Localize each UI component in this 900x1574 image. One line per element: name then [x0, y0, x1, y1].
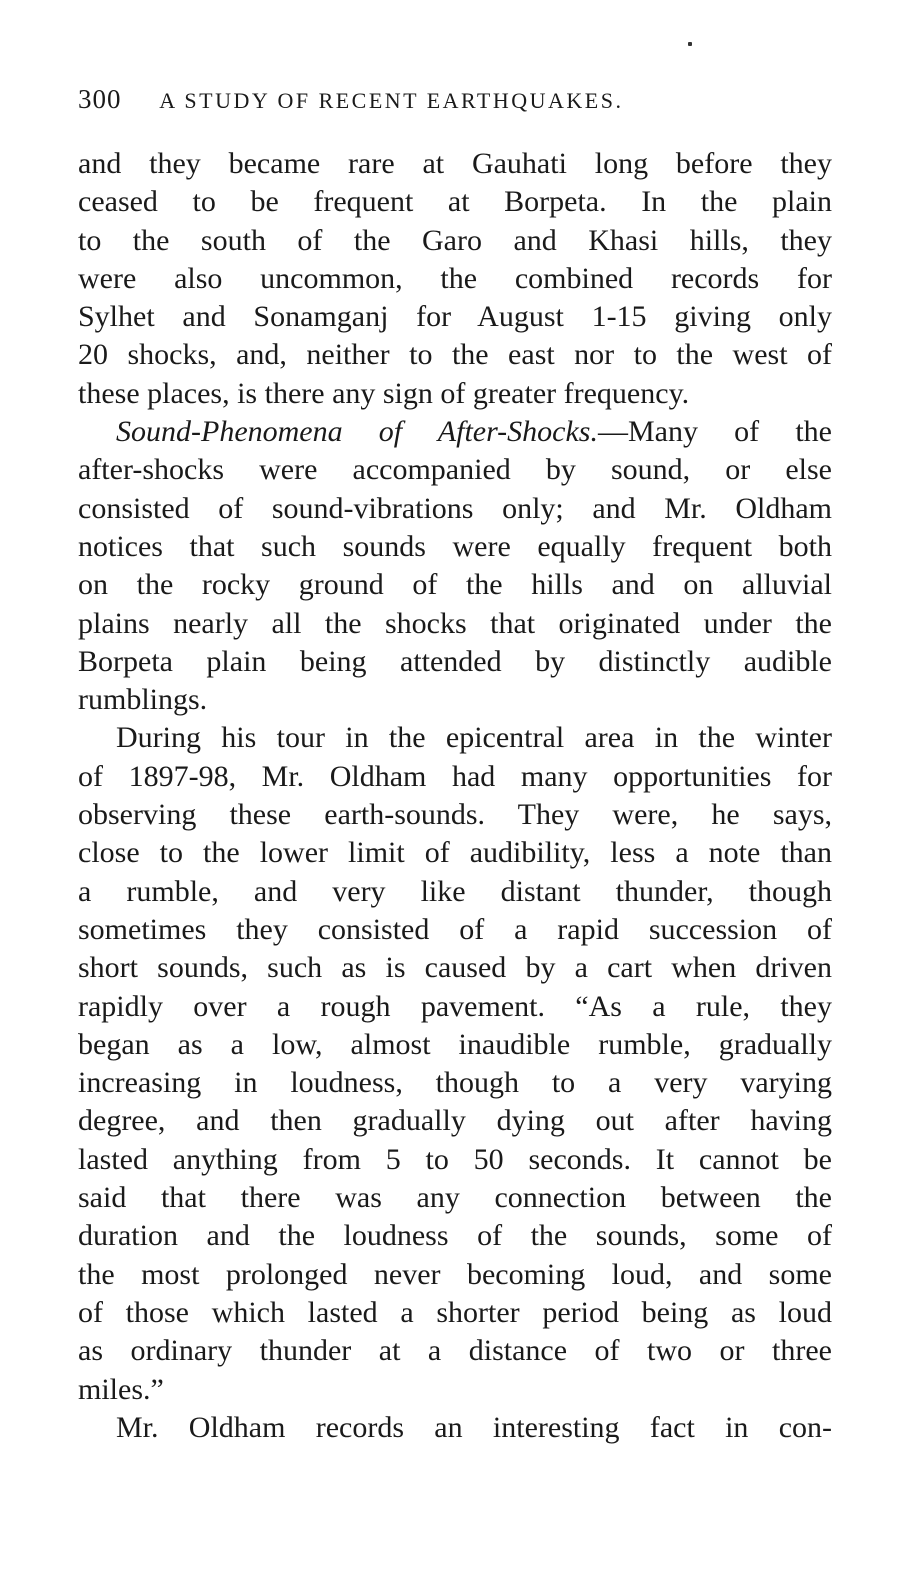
text-line: increasing in loudness, though to a very varying — [78, 1066, 832, 1100]
paragraph-continuation — [78, 145, 832, 413]
text-line: sometimes they consisted of a rapid succession of — [78, 912, 832, 946]
text-line: the most prolonged never becoming loud, and some — [78, 1257, 832, 1291]
text-line: notices that such sounds were equally frequent both — [78, 529, 832, 563]
text-line: Mr. Oldham records an interesting fact in con- — [116, 1410, 832, 1444]
text-line: rumblings. — [78, 683, 208, 717]
body-text — [78, 145, 832, 1447]
text-line: said that there was any connection between the — [78, 1181, 832, 1215]
text-line — [78, 413, 832, 451]
print-speck — [688, 42, 692, 46]
running-header — [78, 84, 838, 115]
running-title: A STUDY OF RECENT EARTHQUAKES. — [159, 88, 624, 113]
text-line: on the rocky ground of the hills and on alluvial — [78, 568, 832, 602]
text-line: to the south of the Garo and Khasi hills, they — [78, 223, 832, 257]
text-line: ceased to be frequent at Borpeta. In the plain — [78, 185, 832, 219]
text-line: a rumble, and very like distant thunder, though — [78, 874, 832, 908]
text-line: after-shocks were accompanied by sound, or else — [78, 453, 832, 487]
text-line: rapidly over a rough pavement. “As a rule, they — [78, 989, 832, 1023]
paragraph-tour — [78, 719, 832, 1408]
text-line: lasted anything from 5 to 50 seconds. It cannot be — [78, 1142, 832, 1176]
text-line: short sounds, such as is caused by a cart when driven — [78, 951, 832, 985]
text-line: Borpeta plain being attended by distinctly audible — [78, 644, 832, 678]
text-line: duration and the loudness of the sounds, some of — [78, 1219, 832, 1253]
text-line: miles.” — [78, 1372, 164, 1406]
text-line: and they became rare at Gauhati long before they — [78, 147, 832, 180]
text-line: Sylhet and Sonamganj for August 1-15 giving only — [78, 300, 832, 334]
text-line: as ordinary thunder at a distance of two or three — [78, 1334, 832, 1368]
text-line: began as a low, almost inaudible rumble, gradually — [78, 1027, 832, 1061]
section-heading: Sound-Phenomena of After-Shocks. — [116, 415, 598, 449]
text-line: 20 shocks, and, neither to the east nor to the west of — [78, 338, 832, 372]
text-line: During his tour in the epicentral area in the winter — [116, 721, 832, 755]
text-line: plains nearly all the shocks that originated under the — [78, 606, 832, 640]
heading-line-rest: —Many of the — [597, 415, 832, 449]
text-line: these places, is there any sign of greater frequency. — [78, 376, 690, 410]
text-line: were also uncommon, the combined records for — [78, 261, 832, 295]
paragraph-sound-phenomena — [78, 413, 832, 719]
paragraph-interesting-fact — [78, 1409, 832, 1447]
text-line: of those which lasted a shorter period being as loud — [78, 1295, 832, 1329]
text-line: degree, and then gradually dying out after having — [78, 1104, 832, 1138]
text-line: observing these earth-sounds. They were, he says, — [78, 798, 832, 832]
text-line: consisted of sound-vibrations only; and Mr. Oldham — [78, 491, 832, 525]
text-line: of 1897-98, Mr. Oldham had many opportunities for — [78, 759, 832, 793]
text-line: close to the lower limit of audibility, less a note than — [78, 836, 832, 870]
page-number: 300 — [78, 84, 122, 114]
